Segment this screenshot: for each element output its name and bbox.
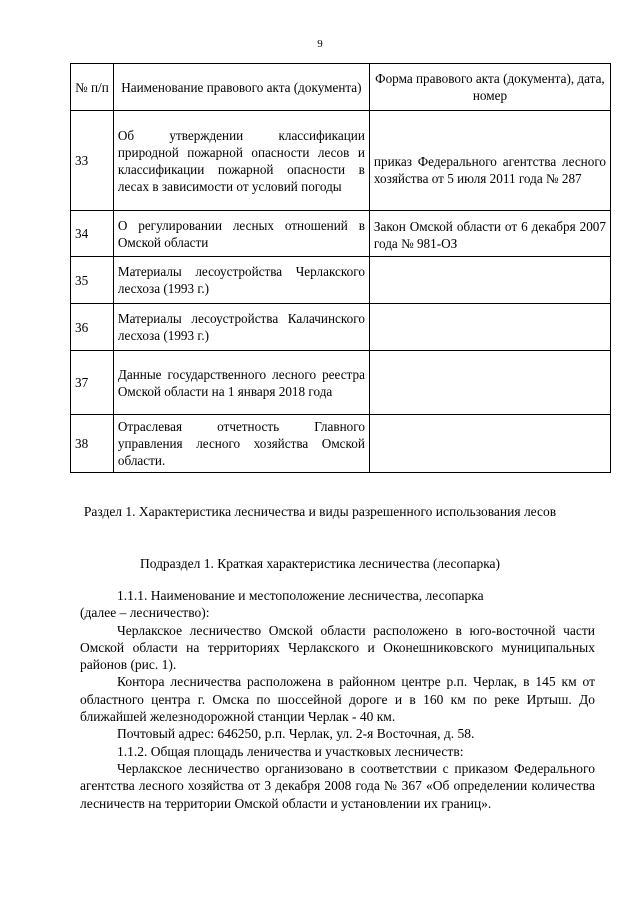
paragraph-name-location-cont: (далее – лесничество): <box>80 605 210 621</box>
row-form <box>369 351 610 415</box>
paragraph-organization: Черлакское лесничество организовано в соответствии с приказом Федерального агентства лесного хозяйства от 3 декабря 2008 года № 367 «Об определении количества лесничеств на территории Омской области и установлении их границ». <box>80 760 595 811</box>
row-num: 33 <box>71 111 114 211</box>
paragraph-name-location: 1.1.1. Наименование и местоположение лесничества, лесопарка <box>117 588 484 603</box>
subsection-title: Подраздел 1. Краткая характеристика лесничества (лесопарка) <box>139 556 501 571</box>
row-num: 34 <box>71 211 114 257</box>
row-name: Материалы лесоустройства Калачинского лесхоза (1993 г.) <box>113 304 369 351</box>
row-num: 36 <box>71 304 114 351</box>
row-form <box>369 304 610 351</box>
row-name: О регулировании лесных отношений в Омской области <box>113 211 369 257</box>
row-name: Об утверждении классификации природной пожарной опасности лесов и классификации пожарной опасности в лесах в зависимости от условий погоды <box>113 111 369 211</box>
row-form <box>369 257 610 304</box>
section-title: Раздел 1. Характеристика лесничества и виды разрешенного использования лесов <box>83 504 557 519</box>
paragraph-address: Почтовый адрес: 646250, р.п. Черлак, ул. 2-я Восточная, д. 58. <box>117 726 475 742</box>
header-form: Форма правового акта (документа), дата, номер <box>369 64 610 111</box>
table-row <box>71 351 611 415</box>
table-header-row <box>71 64 611 111</box>
row-name: Материалы лесоустройства Черлакского лесхоза (1993 г.) <box>113 257 369 304</box>
table-row <box>71 211 611 257</box>
row-form: приказ Федерального агентства лесного хозяйства от 5 июля 2011 года № 287 <box>369 111 610 211</box>
paragraph-location: Черлакское лесничество Омской области расположено в юго-восточной части Омской области на территориях Черлакского и Оконешниковского муниципальных районов (рис. 1). <box>80 622 595 673</box>
row-form <box>369 415 610 473</box>
header-num: № п/п <box>71 64 114 111</box>
row-name: Данные государственного лесного реестра Омской области на 1 января 2018 года <box>113 351 369 415</box>
page-number: 9 <box>317 38 323 50</box>
body-text <box>80 587 595 812</box>
legal-acts-table <box>70 63 611 473</box>
table-row <box>71 304 611 351</box>
table-row <box>71 111 611 211</box>
table-row <box>71 257 611 304</box>
row-num: 38 <box>71 415 114 473</box>
row-num: 35 <box>71 257 114 304</box>
row-form: Закон Омской области от 6 декабря 2007 года № 981-ОЗ <box>369 211 610 257</box>
paragraph-area-heading: 1.1.2. Общая площадь леничества и участковых лесничеств: <box>117 743 464 759</box>
header-name: Наименование правового акта (документа) <box>113 64 369 111</box>
row-name: Отраслевая отчетность Главного управления лесного хозяйства Омской области. <box>113 415 369 473</box>
row-num: 37 <box>71 351 114 415</box>
table-row <box>71 415 611 473</box>
paragraph-office: Контора лесничества расположена в районном центре р.п. Черлак, в 145 км от областного центра г. Омска по шоссейной дороге и в 160 км по реке Иртыш. До ближайшей железнодорожной станции Черлак - 40 км. <box>80 674 595 725</box>
